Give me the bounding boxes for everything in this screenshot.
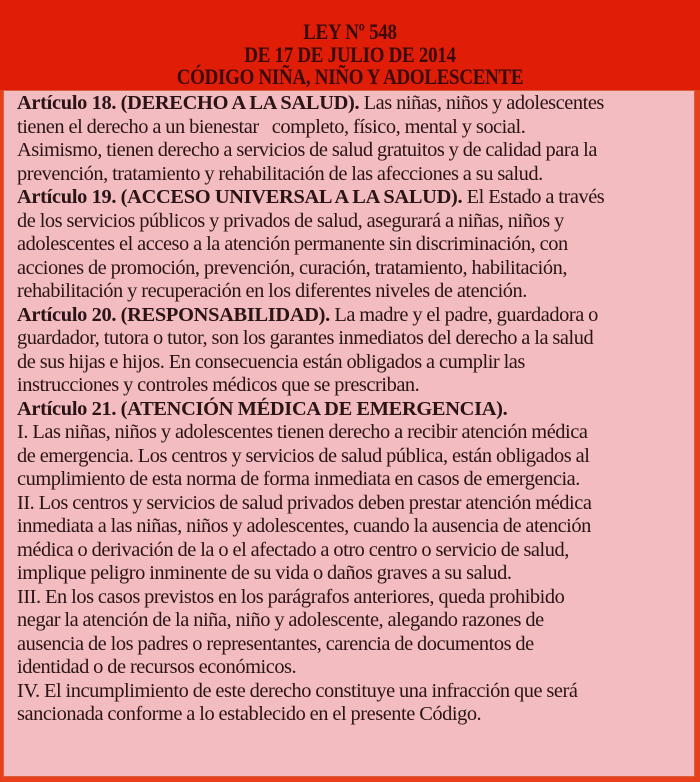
article-text: implique peligro inminente de su vida o daños graves a su salud. [17, 562, 512, 584]
article-text: de los servicios públicos y privados de salud, asegurará a niñas, niños y [17, 209, 564, 232]
article-text: inmediata a las niñas, niños y adolescentes, cuando la ausencia de atención [17, 515, 591, 537]
article-text: de sus hijas e hijos. En consecuencia están obligados a cumplir las [17, 350, 525, 373]
article-text: La madre y el padre, guardadora o [329, 303, 598, 326]
article-text: I. Las niñas, niños y adolescentes tienen derecho a recibir atención médica [17, 421, 588, 443]
article-text: Asimismo, tienen derecho a servicios de salud gratuitos y de calidad para la [17, 139, 597, 161]
article-text: ausencia de los padres o representantes, carencia de documentos de [17, 632, 534, 655]
article-text: rehabilitación y recuperación en los diferentes niveles de atención. [17, 280, 527, 302]
article-text: negar la atención de la niña, niño y adolescente, alegando razones de [17, 609, 544, 631]
article-text: prevención, tratamiento y rehabilitación de las afecciones a su salud. [17, 162, 543, 185]
article-text: identidad o de recursos económicos. [17, 656, 297, 678]
article-text: Las niñas, niños y adolescentes [359, 92, 604, 114]
law-number: LEY Nº 548 [303, 19, 397, 44]
article-text: II. Los centros y servicios de salud privados deben prestar atención médica [17, 491, 592, 514]
article-text: instrucciones y controles médicos que se prescriban. [17, 374, 420, 396]
article-text: IV. El incumplimiento de este derecho constituye una infracción que será [17, 679, 578, 702]
article-18-first-line [17, 92, 694, 116]
articles-box [3, 90, 695, 777]
article-text: III. En los casos previstos en los parágrafos anteriores, queda prohibido [17, 585, 565, 608]
article-18-heading: Artículo 18. (DERECHO A LA SALUD). [17, 92, 360, 114]
article-text: tienen el derecho a un bienestar completo, físico, mental y social. [17, 115, 526, 138]
article-text: médica o derivación de la o el afectado a otro centro o servicio de salud, [17, 538, 569, 561]
article-20-heading: Artículo 20. (RESPONSABILIDAD). [17, 303, 330, 326]
article-text: sancionada conforme a lo establecido en el presente Código. [17, 703, 482, 725]
law-date: DE 17 DE JULIO DE 2014 [244, 42, 456, 67]
code-title: CÓDIGO NIÑA, NIÑO Y ADOLESCENTE [176, 64, 524, 89]
article-19-heading: Artículo 19. (ACCESO UNIVERSAL A LA SALUD). [17, 186, 463, 208]
article-19-first-line [17, 186, 694, 210]
article-text: adolescentes el acceso a la atención permanente sin discriminación, con [17, 233, 568, 255]
article-21-heading: Artículo 21. (ATENCIÓN MÉDICA DE EMERGENCIA). [17, 397, 508, 420]
article-20-first-line [17, 304, 694, 328]
article-text: de emergencia. Los centros y servicios de salud pública, están obligados al [17, 444, 590, 467]
title-banner [0, 0, 700, 90]
article-text: guardador, tutora o tutor, son los garantes inmediatos del derecho a la salud [17, 327, 594, 349]
article-text: cumplimiento de esta norma de forma inmediata en casos de emergencia. [17, 468, 580, 490]
article-text: El Estado a través [462, 186, 605, 208]
article-text: acciones de promoción, prevención, curación, tratamiento, habilitación, [17, 256, 567, 279]
